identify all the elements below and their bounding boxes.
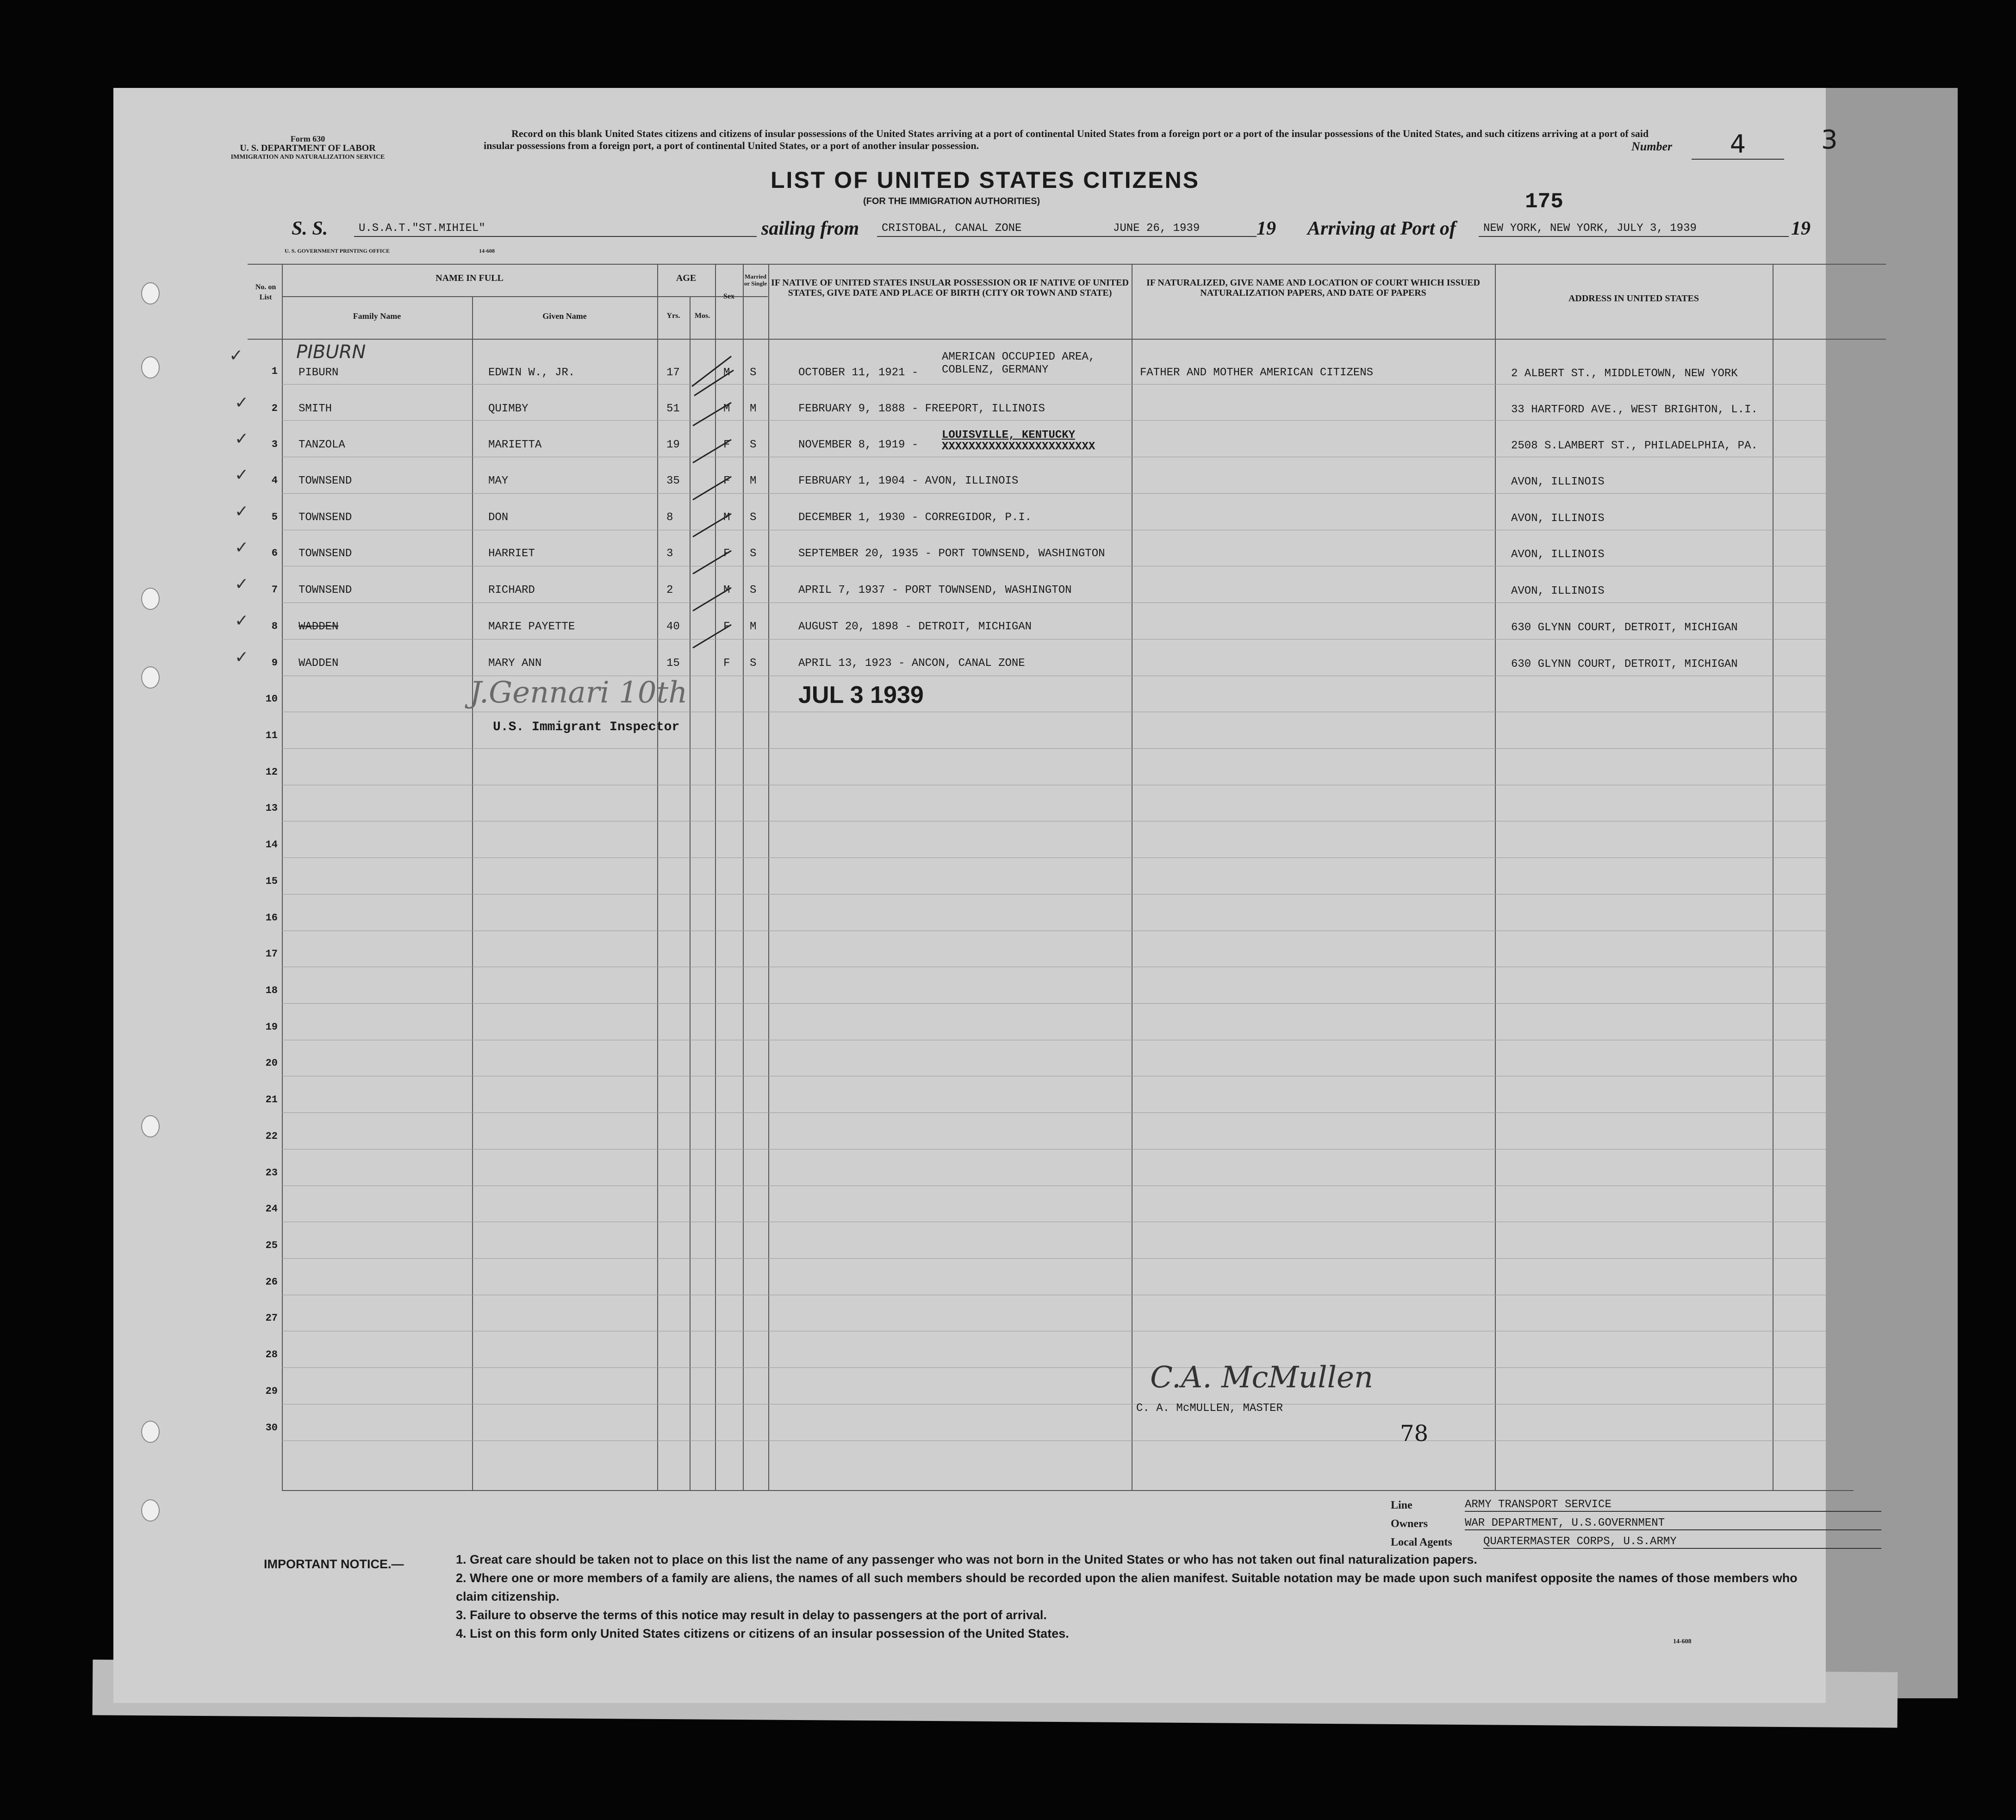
check-mark-icon: ✓ (235, 575, 249, 594)
sex: M (723, 584, 730, 596)
row-number: 24 (265, 1203, 278, 1215)
page-number: 175 (1525, 190, 1563, 214)
check-mark-icon: ✓ (235, 429, 249, 448)
given-name: MARIETTA (488, 439, 542, 451)
notice-item: 3. Failure to observe the terms of this notice may result in delay to passengers at the port of arrival. (456, 1608, 1047, 1622)
family-name: SMITH (299, 403, 332, 415)
year-prefix-arrival: 19 (1791, 218, 1811, 239)
birth-date: NOVEMBER 8, 1919 - (798, 439, 919, 451)
age-years: 17 (666, 366, 680, 379)
us-address: 2 ALBERT ST., MIDDLETOWN, NEW YORK (1511, 367, 1738, 380)
notice-item: 2. Where one or more members of a family are aliens, the names of all such members should be recorded upon the alien manifest. Suitable notation may be made upon such manifest opposite the names of those members who claim citizenship. (456, 1571, 1798, 1603)
family-name: TOWNSEND (299, 511, 352, 524)
row-number: 2 (271, 403, 278, 414)
col-header-married-single: Married or Single (744, 273, 767, 287)
check-mark-icon: ✓ (235, 648, 249, 667)
date-stamp: JUL 3 1939 (798, 682, 924, 708)
year-prefix: 19 (1257, 218, 1276, 239)
punch-hole (141, 666, 160, 689)
form-instructions: Record on this blank United States citizens and citizens of insular possessions of the United States arriving at a port of continental United States from a foreign port or a port of the insular possessions of the United States, and such citizens arriving at a port of said insular possessions from a foreign port, a port of continental United States, or a port of another insular possession. (484, 128, 1649, 151)
row-number: 7 (271, 584, 278, 596)
owners-value: WAR DEPARTMENT, U.S.GOVERNMENT (1465, 1517, 1881, 1530)
birth-date-place: FEBRUARY 1, 1904 - AVON, ILLINOIS (798, 475, 1019, 487)
age-years: 2 (666, 584, 673, 596)
punch-hole (141, 1115, 160, 1137)
sex: M (723, 366, 730, 379)
col-header-name-in-full: NAME IN FULL (436, 273, 504, 283)
birth-place-line1: LOUISVILLE, KENTUCKY (942, 429, 1076, 441)
sailing-date: JUNE 26, 1939 (1108, 222, 1257, 237)
row-number: 26 (265, 1276, 278, 1288)
col-header-family-name: Family Name (353, 311, 401, 321)
arriving-label: Arriving at Port of (1307, 218, 1456, 239)
check-mark-icon: ✓ (235, 466, 249, 485)
punch-hole (141, 1499, 160, 1522)
marital-status: S (750, 547, 757, 560)
marital-status: S (750, 657, 757, 670)
given-name: MARIE PAYETTE (488, 621, 575, 633)
birth-date-place: SEPTEMBER 20, 1935 - PORT TOWNSEND, WASHINGTON (798, 547, 1105, 560)
row-number: 14 (265, 839, 278, 851)
birth-date-place: APRIL 7, 1937 - PORT TOWNSEND, WASHINGTON (798, 584, 1072, 596)
row-number: 16 (265, 912, 278, 924)
owners-label: Owners (1391, 1518, 1428, 1530)
row-number: 30 (265, 1422, 278, 1434)
age-years: 35 (666, 475, 680, 487)
us-address: AVON, ILLINOIS (1511, 512, 1605, 525)
service-name: IMMIGRATION AND NATURALIZATION SERVICE (230, 154, 385, 161)
family-name: WADDEN (299, 657, 339, 670)
row-number: 3 (271, 439, 278, 450)
row-number: 4 (271, 475, 278, 486)
row-number: 18 (265, 985, 278, 996)
notice-heading: IMPORTANT NOTICE.— (264, 1557, 404, 1571)
sailing-label: sailing from (761, 218, 859, 239)
birth-date-place: AUGUST 20, 1898 - DETROIT, MICHIGAN (798, 621, 1032, 633)
line-value: ARMY TRANSPORT SERVICE (1465, 1498, 1881, 1512)
col-header-sex: Sex (723, 292, 734, 300)
col-header-age: AGE (676, 273, 697, 283)
marital-status: S (750, 511, 757, 524)
col-header-mos: Mos. (694, 312, 710, 320)
ditto-slash-marks (687, 338, 747, 671)
inspector-title: U.S. Immigrant Inspector (493, 720, 680, 734)
notice-item: 4. List on this form only United States citizens or citizens of an insular possession of the United States. (456, 1627, 1069, 1640)
marital-status: S (750, 366, 757, 379)
inspector-signature: J.Gennari 10th (470, 676, 688, 710)
form-title: LIST OF UNITED STATES CITIZENS (771, 167, 1200, 193)
naturalization-info: FATHER AND MOTHER AMERICAN CITIZENS (1140, 366, 1374, 379)
check-mark-icon: ✓ (235, 611, 249, 630)
row-number: 28 (265, 1349, 278, 1360)
row-number: 29 (265, 1385, 278, 1397)
family-name: WADDEN (299, 621, 339, 633)
row-number: 27 (265, 1312, 278, 1324)
row-number: 13 (265, 802, 278, 814)
row-number: 6 (271, 547, 278, 559)
age-years: 40 (666, 621, 680, 633)
us-address: 630 GLYNN COURT, DETROIT, MICHIGAN (1511, 658, 1738, 671)
line-label: Line (1391, 1499, 1412, 1511)
row-number: 5 (271, 511, 278, 523)
row-number: 9 (271, 657, 278, 669)
row-number: 22 (265, 1131, 278, 1142)
birth-date: OCTOBER 11, 1921 - (798, 366, 919, 379)
departure-port: CRISTOBAL, CANAL ZONE (877, 222, 1108, 237)
age-years: 15 (666, 657, 680, 670)
row-number: 21 (265, 1094, 278, 1106)
age-years: 8 (666, 511, 673, 524)
given-name: EDWIN W., JR. (488, 366, 575, 379)
arrival-port-date: NEW YORK, NEW YORK, JULY 3, 1939 (1479, 222, 1789, 237)
marital-status: S (750, 439, 757, 451)
marital-status: M (750, 403, 757, 415)
col-header-naturalization: IF NATURALIZED, GIVE NAME AND LOCATION OF COURT WHICH ISSUED NATURALIZATION PAPERS, AND DATE OF PAPERS (1146, 278, 1480, 298)
notice-body (456, 1550, 1798, 1643)
row-number: 20 (265, 1057, 278, 1069)
sex: F (723, 621, 730, 633)
col-header-birth: IF NATIVE OF UNITED STATES INSULAR POSSESSION OR IF NATIVE OF UNITED STATES, GIVE DATE AND PLACE OF BIRTH (CITY OR TOWN AND STATE) (771, 278, 1129, 298)
col-header-yrs: Yrs. (666, 312, 680, 320)
family-name: TANZOLA (299, 439, 345, 451)
row-number: 12 (265, 766, 278, 778)
check-mark-icon: ✓ (229, 346, 243, 365)
check-mark-icon: ✓ (235, 502, 249, 521)
us-address: 33 HARTFORD AVE., WEST BRIGHTON, L.I. (1511, 404, 1758, 416)
us-address: 2508 S.LAMBERT ST., PHILADELPHIA, PA. (1511, 440, 1758, 452)
row-number: 8 (271, 621, 278, 632)
sex: F (723, 547, 730, 560)
header-bottom-rule (248, 339, 1886, 340)
age-years: 3 (666, 547, 673, 560)
us-address: AVON, ILLINOIS (1511, 548, 1605, 561)
given-name: MAY (488, 475, 509, 487)
row-number: 15 (265, 876, 278, 887)
printing-code: 14-608 (479, 248, 495, 254)
us-address: AVON, ILLINOIS (1511, 585, 1605, 597)
ss-label: S. S. (292, 218, 328, 239)
sex: F (723, 439, 730, 451)
sex: F (723, 475, 730, 487)
col-header-address: ADDRESS IN UNITED STATES (1568, 293, 1699, 304)
age-years: 19 (666, 439, 680, 451)
master-name: C. A. McMULLEN, MASTER (1136, 1402, 1283, 1415)
ship-name: U.S.A.T."ST.MIHIEL" (354, 222, 757, 237)
birth-date-place: DECEMBER 1, 1930 - CORREGIDOR, P.I. (798, 511, 1032, 524)
form-subtitle: (FOR THE IMMIGRATION AUTHORITIES) (863, 196, 1040, 206)
marital-status: M (750, 621, 757, 633)
printing-office: U. S. GOVERNMENT PRINTING OFFICE (285, 248, 390, 254)
us-address: AVON, ILLINOIS (1511, 476, 1605, 488)
birth-place-line1: AMERICAN OCCUPIED AREA, (942, 351, 1095, 363)
family-name: TOWNSEND (299, 584, 352, 596)
col-header-no: No. on List (255, 283, 276, 301)
given-name: HARRIET (488, 547, 535, 560)
master-signature: C.A. McMullen (1150, 1360, 1374, 1395)
family-name: TOWNSEND (299, 475, 352, 487)
row-number: 23 (265, 1167, 278, 1179)
department-block (220, 134, 396, 162)
sex: M (723, 511, 730, 524)
check-mark-icon: ✓ (235, 393, 249, 412)
name-header-rule (282, 296, 768, 297)
given-name: RICHARD (488, 584, 535, 596)
number-value: 4 (1692, 130, 1784, 160)
number-label: Number (1631, 140, 1673, 153)
table-top-rule (248, 264, 1886, 265)
family-name: PIBURN (299, 366, 339, 379)
row-number: 1 (271, 366, 278, 377)
department-name: U. S. DEPARTMENT OF LABOR (240, 143, 376, 153)
passenger-tally: 78 (1400, 1421, 1429, 1447)
agents-value: QUARTERMASTER CORPS, U.S.ARMY (1483, 1535, 1881, 1549)
notice-item: 1. Great care should be taken not to place on this list the name of any passenger who was not born in the United States or who has not taken out final naturalization papers. (456, 1553, 1477, 1566)
us-address: 630 GLYNN COURT, DETROIT, MICHIGAN (1511, 621, 1738, 634)
corner-mark: 3 (1821, 125, 1838, 155)
birth-date-place: APRIL 13, 1923 - ANCON, CANAL ZONE (798, 657, 1025, 670)
birth-date-place: FEBRUARY 9, 1888 - FREEPORT, ILLINOIS (798, 403, 1045, 415)
marital-status: M (750, 475, 757, 487)
table-bottom-rule (282, 1490, 1854, 1491)
row-number: 19 (265, 1021, 278, 1033)
notice-code: 14-608 (1673, 1638, 1692, 1645)
form-number: Form 630 (290, 134, 325, 143)
punch-hole (141, 282, 160, 304)
row-number: 10 (265, 693, 278, 705)
check-mark-icon: ✓ (235, 538, 249, 557)
birth-place-strikeout: XXXXXXXXXXXXXXXXXXXXXXX (942, 441, 1095, 453)
punch-hole (141, 588, 160, 610)
punch-hole (141, 356, 160, 379)
manifest-sheet (113, 88, 1838, 1703)
row-number: 25 (265, 1240, 278, 1251)
back-sheet-edge (1805, 88, 1958, 1698)
punch-hole (141, 1421, 160, 1443)
age-years: 51 (666, 403, 680, 415)
given-name: QUIMBY (488, 403, 529, 415)
birth-place-line2: COBLENZ, GERMANY (942, 364, 1049, 376)
given-name: DON (488, 511, 509, 524)
row-number: 11 (265, 730, 278, 741)
family-name: TOWNSEND (299, 547, 352, 560)
col-header-given-name: Given Name (542, 311, 587, 321)
agents-label: Local Agents (1391, 1536, 1452, 1548)
given-name: MARY ANN (488, 657, 542, 670)
sex: F (723, 657, 730, 670)
row-number: 17 (265, 948, 278, 960)
sex: M (723, 403, 730, 415)
handwritten-surname-annotation: PIBURN (296, 342, 366, 363)
marital-status: S (750, 584, 757, 596)
